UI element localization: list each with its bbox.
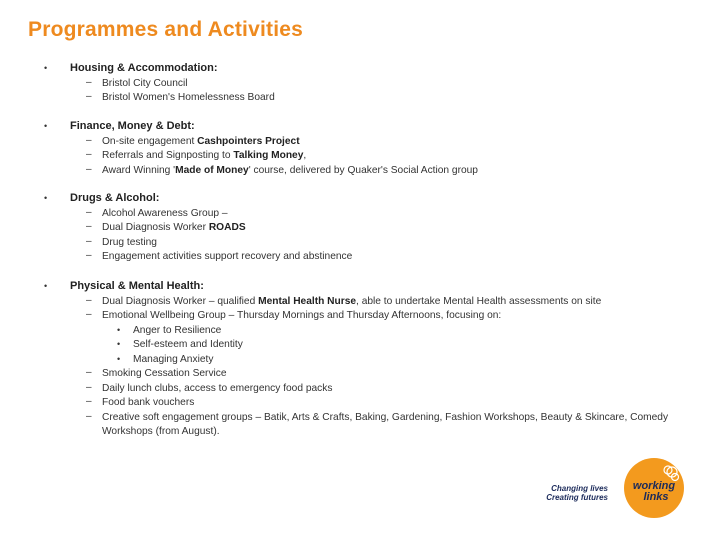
item-dash: –: [86, 367, 92, 378]
sub-bullet: •: [117, 339, 121, 349]
list-item: [102, 367, 227, 382]
item-text: Daily lunch clubs, access to emergency food packs: [102, 382, 333, 394]
item-dash: –: [86, 91, 92, 102]
item-text: ,: [303, 150, 307, 161]
item-text: , able to undertake Mental Health assessments on site: [356, 295, 602, 307]
item-dash: –: [86, 381, 92, 393]
section-heading: Finance, Money & Debt:: [70, 120, 195, 132]
item-dash: –: [86, 149, 92, 160]
sub-bullet: •: [117, 353, 121, 364]
section-bullet: •: [44, 281, 48, 291]
item-text-bold: Cashpointers Project: [197, 135, 300, 147]
section-heading: Housing & Accommodation:: [70, 62, 218, 74]
logo-word-1: working: [632, 480, 676, 492]
logo-word-2: links: [643, 491, 669, 503]
item-text-bold: Made of Money: [175, 164, 249, 176]
list-item: [102, 295, 601, 310]
item-dash: –: [86, 163, 92, 175]
item-dash: –: [86, 309, 92, 320]
item-continuation: Workshops (from August).: [102, 426, 220, 437]
item-dash: –: [86, 76, 92, 88]
item-text: Bristol Women's Homelessness Board: [102, 92, 275, 103]
list-item: [102, 396, 194, 411]
item-text: On-site engagement: [102, 135, 198, 147]
item-text: Dual Diagnosis Worker: [102, 222, 209, 233]
item-text: Referrals and Signposting to: [102, 150, 234, 161]
list-item: [102, 309, 501, 324]
list-item: [102, 91, 275, 106]
item-dash: –: [86, 410, 92, 422]
item-text: Bristol City Council: [102, 77, 188, 89]
item-text: Creative soft engagement groups – Batik, Arts & Crafts, Baking, Gardening, Fashion Workshops, Beauty & Skincare, Comedy: [102, 411, 669, 423]
item-text-bold: Mental Health Nurse: [258, 295, 357, 307]
item-text: Emotional Wellbeing Group – Thursday Mornings and Thursday Afternoons, focusing on:: [102, 310, 502, 321]
page-title: Programmes and Activities: [28, 18, 303, 41]
sub-list-item: Anger to Resilience: [133, 324, 222, 336]
section-bullet: •: [44, 193, 48, 203]
item-text: Dual Diagnosis Worker – qualified: [102, 295, 259, 307]
sub-list-item: Managing Anxiety: [133, 353, 214, 365]
working-links-logo: [546, 458, 696, 518]
item-text-bold: ROADS: [208, 222, 246, 233]
logo-tagline-1: Changing lives: [551, 484, 608, 493]
item-dash: –: [86, 206, 92, 218]
list-item: [102, 164, 478, 179]
sub-list-item: Self-esteem and Identity: [133, 339, 243, 350]
section-bullet: •: [44, 63, 48, 73]
item-dash: –: [86, 396, 92, 407]
item-text: Award Winning ': [102, 164, 176, 176]
section-bullet: •: [44, 121, 48, 131]
list-item: [102, 411, 668, 426]
item-dash: –: [86, 221, 92, 232]
item-dash: –: [86, 134, 92, 146]
item-text: Engagement activities support recovery and abstinence: [102, 251, 353, 262]
list-item: [102, 135, 300, 150]
item-dash: –: [86, 294, 92, 306]
list-item: [102, 250, 352, 265]
item-text: Food bank vouchers: [102, 397, 195, 408]
item-text: Smoking Cessation Service: [102, 368, 227, 379]
item-text: Drug testing: [102, 236, 157, 248]
section-heading: Drugs & Alcohol:: [70, 192, 160, 204]
item-text: Alcohol Awareness Group –: [102, 207, 228, 219]
item-dash: –: [86, 250, 92, 261]
logo-tagline-2: Creating futures: [546, 493, 608, 502]
list-item: [102, 207, 228, 222]
item-dash: –: [86, 235, 92, 247]
item-text: ' course, delivered by Quaker's Social Action group: [248, 164, 478, 176]
list-item: [102, 236, 157, 251]
list-item: [102, 382, 332, 397]
list-item: [102, 77, 188, 92]
section-heading: Physical & Mental Health:: [70, 280, 204, 292]
list-item: [102, 149, 306, 164]
list-item: [102, 221, 246, 236]
item-text-bold: Talking Money: [233, 150, 304, 161]
sub-bullet: •: [117, 324, 121, 335]
